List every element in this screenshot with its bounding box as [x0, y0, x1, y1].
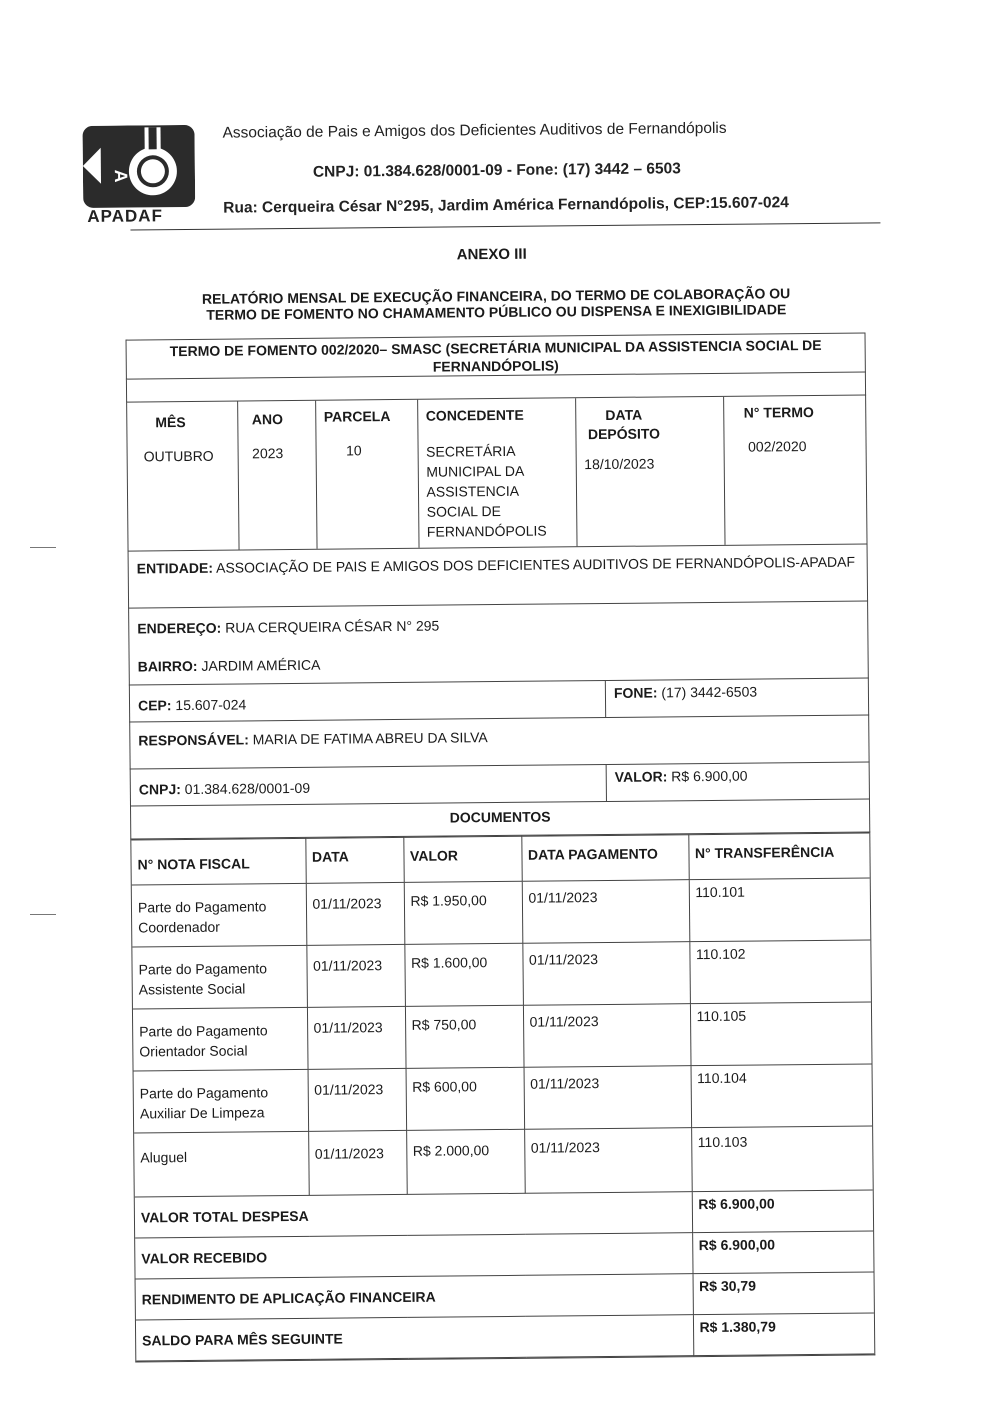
- fone-label: FONE:: [613, 684, 658, 701]
- nota-fiscal-cell: Parte do Pagamento Coordenador: [132, 883, 307, 947]
- entidade-label: ENTIDADE:: [136, 559, 214, 577]
- header-divider: [130, 222, 880, 230]
- parcela-value: 10: [346, 442, 362, 459]
- summary-row: [136, 1272, 874, 1320]
- documents-table: [131, 832, 874, 1361]
- mes-col: [127, 402, 238, 551]
- concedente-value: SECRETÁRIA MUNICIPAL DA ASSISTENCIA SOCIAL DE FERNANDÓPOLIS: [426, 442, 547, 540]
- fone-value: (17) 3442-6503: [661, 683, 758, 701]
- punch-mark: [30, 914, 56, 915]
- termo-header: TERMO DE FOMENTO 002/2020– SMASC (SECRETÁRIA MUNICIPAL DA ASSISTENCIA SOCIAL DE FERNANDÓPOLIS): [126, 333, 865, 379]
- data-deposito-value: 18/10/2023: [584, 455, 655, 473]
- ano-col: [237, 401, 316, 550]
- entidade-row: [128, 544, 868, 608]
- parcela-col: [315, 400, 418, 549]
- endereco-line: [137, 612, 859, 639]
- parcela-label: PARCELA: [323, 408, 391, 425]
- concedente-col: [417, 398, 576, 548]
- mes-value: OUTUBRO: [143, 447, 214, 465]
- data-pagamento-cell: 01/11/2023: [524, 1066, 692, 1130]
- valor-cell: R$ 1.950,00: [404, 881, 523, 944]
- col-nota-fiscal: N° NOTA FISCAL: [131, 838, 305, 885]
- total-despesa-value: R$ 6.900,00: [692, 1190, 873, 1233]
- table-row: [132, 878, 871, 947]
- transferencia-cell: 110.102: [689, 940, 871, 1004]
- fone-cell: [605, 678, 868, 717]
- col-data-pagamento: DATA PAGAMENTO: [521, 835, 688, 882]
- saldo-value: R$ 1.380,79: [693, 1313, 874, 1356]
- nota-fiscal-cell: Aluguel: [134, 1131, 309, 1197]
- data-cell: 01/11/2023: [307, 1006, 406, 1069]
- total-despesa-label: VALOR TOTAL DESPESA: [135, 1192, 692, 1238]
- summary-row: [136, 1313, 874, 1361]
- data-deposito-col: [575, 397, 724, 546]
- data-cell: 01/11/2023: [308, 1130, 407, 1195]
- data-cell: 01/11/2023: [308, 1068, 407, 1131]
- report-title: [146, 285, 846, 324]
- anexo-title: ANEXO III: [456, 245, 527, 264]
- data-cell: 01/11/2023: [306, 944, 405, 1007]
- bairro-line: [138, 650, 860, 677]
- table-row: [132, 940, 871, 1009]
- valor-recebido-value: R$ 6.900,00: [692, 1231, 873, 1274]
- report-table: [126, 332, 876, 1362]
- ano-label: ANO: [251, 411, 283, 428]
- cnpj-value: 01.384.628/0001-09: [184, 779, 311, 798]
- responsavel-row: [130, 715, 869, 769]
- cep-value: 15.607-024: [175, 696, 247, 714]
- valor-recebido-label: VALOR RECEBIDO: [135, 1233, 692, 1279]
- info-cell: [127, 395, 867, 551]
- col-transferencia: N° TRANSFERÊNCIA: [688, 833, 869, 880]
- cnpj-valor-row: [130, 762, 869, 806]
- data-pagamento-cell: 01/11/2023: [522, 942, 690, 1006]
- svg-text:A: A: [110, 169, 132, 183]
- transferencia-cell: 110.105: [690, 1002, 872, 1066]
- mes-label: MÊS: [155, 414, 186, 431]
- org-name: Associação de Pais e Amigos dos Deficientes Auditivos de Fernandópolis: [222, 119, 727, 142]
- valor-cell: R$ 600,00: [406, 1067, 525, 1130]
- termo-col: [723, 395, 866, 544]
- responsavel-label: RESPONSÁVEL:: [138, 731, 249, 749]
- nota-fiscal-cell: Parte do Pagamento Orientador Social: [133, 1007, 308, 1071]
- valor-cell: R$ 750,00: [405, 1005, 524, 1068]
- endereco-label: ENDEREÇO:: [137, 619, 222, 637]
- rendimento-value: R$ 30,79: [693, 1272, 874, 1315]
- transferencia-cell: 110.101: [689, 878, 871, 942]
- termo-label: N° TERMO: [743, 403, 814, 421]
- logo-wordmark: APADAF: [87, 206, 164, 226]
- responsavel-value: MARIA DE FATIMA ABREU DA SILVA: [252, 729, 488, 748]
- endereco-value: RUA CERQUEIRA CÉSAR N° 295: [225, 617, 440, 636]
- saldo-label: SALDO PARA MÊS SEGUINTE: [136, 1315, 693, 1361]
- punch-mark: [30, 547, 56, 548]
- documents-cell: [131, 832, 875, 1362]
- col-data: DATA: [305, 837, 403, 883]
- org-address: Rua: Cerqueira César N°295, Jardim América Fernandópolis, CEP:15.607-024: [223, 194, 789, 217]
- bairro-value: JARDIM AMÉRICA: [201, 656, 321, 674]
- concedente-label: CONCEDENTE: [425, 406, 524, 424]
- data-pagamento-cell: 01/11/2023: [523, 1004, 691, 1068]
- nota-fiscal-cell: Parte do Pagamento Assistente Social: [132, 945, 307, 1009]
- ano-value: 2023: [252, 445, 284, 462]
- cep-cell: [130, 681, 605, 722]
- rendimento-label: RENDIMENTO DE APLICAÇÃO FINANCEIRA: [136, 1274, 693, 1320]
- data-pagamento-cell: 01/11/2023: [522, 880, 690, 944]
- valor-cell: R$ 2.000,00: [406, 1129, 525, 1194]
- entidade-value: ASSOCIAÇÃO DE PAIS E AMIGOS DOS DEFICIENTES AUDITIVOS DE FERNANDÓPOLIS-APADAF: [215, 553, 856, 576]
- documents-header-row: [131, 833, 869, 885]
- data-cell: 01/11/2023: [306, 882, 405, 945]
- documentos-title: DOCUMENTOS: [131, 799, 870, 839]
- termo-value: 002/2020: [748, 438, 807, 455]
- summary-row: [135, 1231, 873, 1279]
- table-row: [134, 1126, 873, 1197]
- bairro-label: BAIRRO:: [137, 657, 198, 675]
- table-row: [134, 1064, 873, 1133]
- cep-fone-row: [129, 678, 868, 722]
- data-pagamento-cell: 01/11/2023: [524, 1128, 692, 1194]
- info-table: [127, 395, 866, 550]
- valor-cell: R$ 1.600,00: [404, 943, 523, 1006]
- report-title-line1: RELATÓRIO MENSAL DE EXECUÇÃO FINANCEIRA, DO TERMO DE COLABORAÇÃO OU: [201, 285, 791, 307]
- endereco-bairro-row: [129, 601, 869, 685]
- org-cnpj-phone: CNPJ: 01.384.628/0001-09 - Fone: (17) 3442 – 6503: [312, 160, 681, 181]
- cnpj-label: CNPJ:: [138, 781, 181, 798]
- report-title-line2: TERMO DE FOMENTO NO CHAMAMENTO PÚBLICO OU DISPENSA E INEXIGIBILIDADE: [206, 301, 787, 323]
- col-valor: VALOR: [403, 836, 521, 882]
- cep-label: CEP:: [137, 697, 172, 714]
- summary-row: [135, 1190, 873, 1238]
- table-row: [133, 1002, 872, 1071]
- transferencia-cell: 110.103: [691, 1126, 873, 1192]
- valor-cell: [606, 762, 869, 801]
- data-deposito-label: DATA DEPÓSITO: [587, 406, 661, 443]
- valor-value: R$ 6.900,00: [671, 767, 748, 785]
- transferencia-cell: 110.104: [691, 1064, 873, 1128]
- valor-label: VALOR:: [614, 768, 668, 785]
- nota-fiscal-cell: Parte do Pagamento Auxiliar De Limpeza: [134, 1069, 309, 1133]
- cnpj-cell: [131, 765, 606, 806]
